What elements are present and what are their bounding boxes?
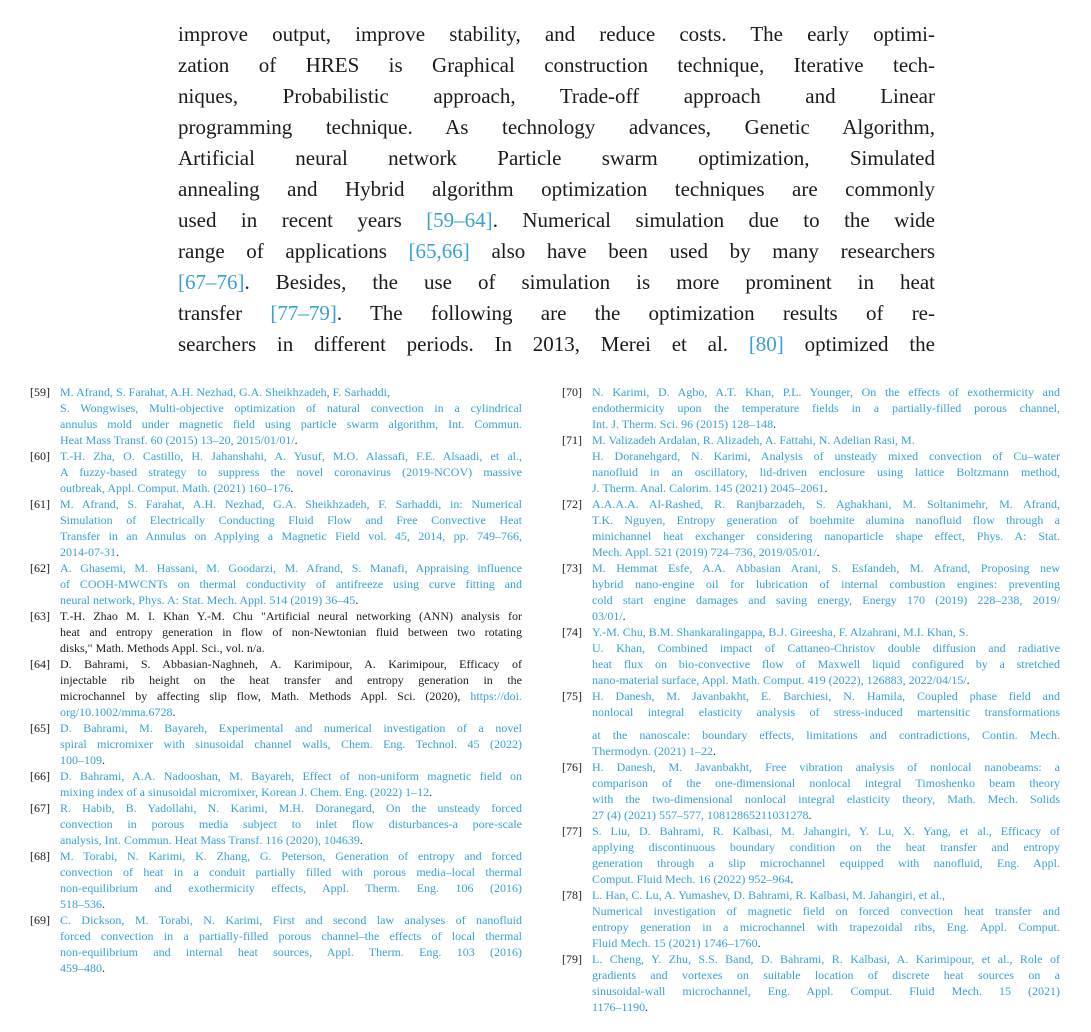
reference-link[interactable]: comparison of the one-dimensional nonlocal integral Timoshenko beam theory [592, 776, 1060, 790]
reference-line [592, 544, 1060, 560]
citation-link[interactable]: [65,66] [408, 239, 470, 263]
reference-link[interactable]: with the two-dimensional nonlocal integral elasticity theory, Math. Mech. Solids [592, 792, 1060, 806]
reference-line [592, 640, 1060, 656]
reference-line [60, 704, 522, 720]
body-paragraph [178, 19, 935, 360]
reference-link[interactable]: T.K. Nguyen, Entropy generation of boehmite alumina nanofluid flow through a [592, 513, 1060, 527]
reference-text [60, 800, 522, 848]
reference-link[interactable]: at the nanoscale: boundary effects, limitations and contradictions, Contin. Mech. [592, 728, 1060, 742]
text-run: optimized the [783, 332, 935, 356]
text-run: improve output, improve stability, and reduce costs. The early optimi- [178, 22, 935, 46]
reference-number: [72] [562, 497, 582, 511]
reference-number: [77] [562, 824, 582, 838]
reference-line [592, 384, 1060, 400]
reference-line [60, 384, 522, 400]
reference-line [592, 464, 1060, 480]
text-run: niques, Probabilistic approach, Trade-off approach and Linear [178, 84, 935, 108]
reference-link[interactable]: minichannel heat exchanger considering nanoparticle shape effect, Phys. A: Stat. [592, 529, 1060, 543]
reference-line [60, 448, 522, 464]
reference-link[interactable]: 27 (4) (2021) 557–577, 10812865211031278 [592, 808, 809, 822]
reference-line [60, 784, 522, 800]
reference-line [60, 944, 522, 960]
references-left-column [30, 384, 522, 976]
citation-link[interactable]: [67–76] [178, 270, 245, 294]
reference-link[interactable]: L. Han, C. Lu, A. Yumashev, D. Bahrami, R. Kalbasi, M. Jahangiri, et al., [592, 888, 946, 902]
reference-number: [78] [562, 888, 582, 902]
reference-link[interactable]: Int. J. Therm. Sci. 96 (2015) 128–148 [592, 417, 774, 431]
reference-link[interactable]: entropy generation in a microchannel with trapezoidal ribs, Eng. Appl. Comput. [592, 920, 1060, 934]
reference-link[interactable]: annulus mold under magnetic field using particle swarm algorithm, Int. Commun. [60, 417, 522, 431]
text-run: also have been used by many researchers [469, 239, 936, 263]
text-run: used in recent years [178, 208, 427, 232]
paragraph-line [178, 112, 935, 143]
paragraph-line [178, 50, 935, 81]
reference-link[interactable]: nanofluid in an oscillatory, lid-driven enclosure using lattice Boltzmann method, [592, 465, 1060, 479]
text-run: Artificial neural network Particle swarm optimization, Simulated [178, 146, 935, 170]
reference-line [60, 608, 522, 624]
reference-link[interactable]: Transfer in an Annulus on Applying a Magnetic Field vol. 45, 2014, pp. 749–766, [60, 529, 522, 543]
reference-link[interactable]: Mech. Appl. 521 (2019) 724–736, 2019/05/01/ [592, 545, 817, 559]
reference-number: [61] [30, 497, 50, 511]
text-run: range of applications [178, 239, 409, 263]
reference-line [60, 400, 522, 416]
reference-link[interactable]: 03/01/ [592, 609, 623, 623]
reference-text [592, 823, 1060, 887]
paragraph-line [178, 329, 935, 360]
reference-number: [69] [30, 913, 50, 927]
reference-item [562, 432, 1060, 496]
paragraph-line [178, 81, 935, 112]
reference-line [60, 576, 522, 592]
reference-link[interactable]: 100–109 [60, 753, 102, 767]
text-run: . [622, 609, 626, 623]
reference-line [592, 823, 1060, 839]
reference-line [592, 983, 1060, 999]
reference-number: [73] [562, 561, 582, 575]
reference-number: [60] [30, 449, 50, 463]
reference-text [592, 688, 1060, 759]
reference-text [60, 448, 522, 496]
reference-line [60, 736, 522, 752]
reference-link[interactable]: C. Dickson, M. Torabi, N. Karimi, First and second law analyses of nanofluid [60, 913, 522, 927]
reference-text [592, 951, 1060, 1015]
reference-link[interactable]: H. Danesh, M. Javanbakht, E. Barchiesi, N. Hamila, Coupled phase field and [592, 689, 1060, 703]
reference-line [592, 727, 1060, 743]
reference-link[interactable]: A fuzzy-based strategy to suppress the novel coronavirus (2019-NCOV) massive [60, 465, 522, 479]
reference-link[interactable]: D. Bahrami, M. Bayareh, Experimental and numerical investigation of a novel [60, 721, 522, 735]
reference-line [592, 592, 1060, 608]
reference-line [60, 928, 522, 944]
reference-line [60, 656, 522, 672]
reference-text [60, 608, 522, 656]
reference-link[interactable]: convection of heat in a conduit partially filled with porous media–local thermal [60, 865, 522, 879]
reference-text [592, 887, 1060, 951]
text-run: . [102, 753, 105, 767]
text-run: programming technique. As technology advances, Genetic Algorithm, [178, 115, 935, 139]
paragraph-line [178, 298, 935, 329]
reference-line [60, 816, 522, 832]
reference-line [592, 400, 1060, 416]
text-run: . Besides, the use of simulation is more prominent in heat [244, 270, 935, 294]
reference-link[interactable]: D. Bahrami, A.A. Nadooshan, M. Bayareh, Effect of non-uniform magnetic field on [60, 769, 522, 783]
reference-link[interactable]: gradients and vortexes on suitable location of discrete heat sources on a [592, 968, 1060, 982]
paragraph-line [178, 143, 935, 174]
reference-link[interactable]: Simulation of Electrically Conducting Fluid Flow and Free Convective Heat [60, 513, 522, 527]
text-run: injectable rib height on the heat transfer and entropy generation in the [60, 673, 522, 687]
reference-text [60, 768, 522, 800]
reference-link[interactable]: S. Wongwises, Multi-objective optimization of natural convection in a cylindrical [60, 401, 522, 415]
reference-link[interactable]: T.-H. Zha, O. Castillo, H. Jahanshahi, A. Yusuf, M.O. Alassafi, F.E. Alsaadi, et al., [60, 449, 522, 463]
reference-link[interactable]: H. Doranehgard, N. Karimi, Analysis of unsteady mixed convection of Cu–water [592, 449, 1060, 463]
text-run: . [172, 705, 176, 719]
reference-text [592, 432, 1060, 496]
reference-number: [59] [30, 385, 50, 399]
text-run: . [816, 545, 820, 559]
reference-text [60, 384, 522, 448]
text-run: . [429, 785, 433, 799]
reference-link[interactable]: mixing index of a sinusoidal micromixer, Korean J. Chem. Eng. (2022) 1–12 [60, 785, 430, 799]
reference-line [60, 864, 522, 880]
text-run: heat and entropy generation in flow of non-Newtonian fluid between two rotating [60, 625, 522, 639]
text-run: . Numerical simulation due to the wide [492, 208, 935, 232]
reference-link[interactable]: neural network, Phys. A: Stat. Mech. Appl. 514 (2019) 36–45 [60, 593, 356, 607]
reference-line [592, 672, 1060, 688]
reference-link[interactable]: H. Danesh, M. Javanbakht, Free vibration analysis of nonlocal nanobeams: a [592, 760, 1060, 774]
reference-number: [63] [30, 609, 50, 623]
reference-line [592, 967, 1060, 983]
reference-line [592, 704, 1060, 720]
reference-link[interactable]: endothermicity upon the temperature fields in a partially-filled porous channel, [592, 401, 1060, 415]
citation-link[interactable]: [77–79] [270, 301, 337, 325]
reference-number: [65] [30, 721, 50, 735]
reference-item [30, 608, 522, 656]
reference-link[interactable]: Comput. Fluid Mech. 16 (2022) 952–964 [592, 872, 791, 886]
text-run: . [359, 833, 363, 847]
reference-link[interactable]: M. Afrand, S. Farahat, A.H. Nezhad, G.A. Sheikhzadeh, F. Sarhaddi, in: Numerical [60, 497, 522, 511]
reference-line [60, 800, 522, 816]
reference-line [60, 688, 522, 704]
reference-line [60, 432, 522, 448]
reference-number: [71] [562, 433, 582, 447]
reference-number: [76] [562, 760, 582, 774]
reference-link[interactable]: of COOH-MWCNTs on thermal conductivity of antifreeze using curve fitting and [60, 577, 522, 591]
reference-text [60, 656, 522, 720]
reference-item [562, 887, 1060, 951]
reference-line [592, 951, 1060, 967]
reference-line [60, 624, 522, 640]
reference-item [30, 560, 522, 608]
reference-line [60, 960, 522, 976]
reference-link[interactable]: heat flux on bio-convective flow of Maxwell liquid configured by a stretched [592, 657, 1060, 671]
reference-item [562, 560, 1060, 624]
reference-link[interactable]: nonlocal integral elasticity analysis of stress-induced martensitic transformations [592, 705, 1060, 719]
reference-item [30, 768, 522, 800]
reference-line [592, 903, 1060, 919]
reference-line [592, 759, 1060, 775]
reference-link[interactable]: 2014-07-31 [60, 545, 116, 559]
reference-line [60, 912, 522, 928]
reference-link[interactable]: M. Valizadeh Ardalan, R. Alizadeh, A. Fattahi, N. Adelian Rasi, M. [592, 433, 915, 447]
reference-line [592, 791, 1060, 807]
text-run: . [757, 936, 761, 950]
reference-line [592, 935, 1060, 951]
reference-line [592, 887, 1060, 903]
reference-line [60, 560, 522, 576]
text-run: searchers in different periods. In 2013, Merei et al. [178, 332, 749, 356]
paragraph-line [178, 236, 935, 267]
reference-link[interactable]: https://doi. [470, 689, 522, 703]
text-run: . [645, 1000, 649, 1014]
reference-link[interactable]: outbreak, Appl. Comput. Math. (2021) 160–176 [60, 481, 291, 495]
reference-line [60, 416, 522, 432]
reference-text [60, 848, 522, 912]
reference-line [60, 528, 522, 544]
reference-line [592, 688, 1060, 704]
reference-line [60, 512, 522, 528]
reference-link[interactable]: A. Ghasemi, M. Hassani, M. Goodarzi, M. Afrand, S. Manafi, Appraising influence [60, 561, 522, 575]
reference-line [592, 775, 1060, 791]
text-run: . [824, 481, 828, 495]
reference-item [30, 448, 522, 496]
text-run: . The following are the optimization results of re- [336, 301, 935, 325]
reference-link[interactable]: Thermodyn. (2021) 1–22 [592, 744, 713, 758]
reference-link[interactable]: forced convection in a partially-filled porous channel–the effects of local thermal [60, 929, 522, 943]
reference-item [30, 496, 522, 560]
reference-item [30, 720, 522, 768]
text-run: disks," Math. Methods Appl. Sci., vol. n/a. [60, 641, 265, 655]
reference-link[interactable]: Numerical investigation of magnetic field on forced convection heat transfer and [592, 904, 1060, 918]
text-run: . [294, 433, 298, 447]
reference-link[interactable]: N. Karimi, D. Agbo, A.T. Khan, P.L. Younger, On the effects of exothermicity and [592, 385, 1060, 399]
reference-item [562, 823, 1060, 887]
reference-number: [67] [30, 801, 50, 815]
reference-line [592, 871, 1060, 887]
reference-line [592, 855, 1060, 871]
reference-line [592, 528, 1060, 544]
text-run: . [808, 808, 812, 822]
references-right-column [562, 384, 1060, 1015]
reference-link[interactable]: M. Hemmat Esfe, A.A. Abbasian Arani, S. Esfandeh, M. Afrand, Proposing new [592, 561, 1060, 575]
reference-line [60, 544, 522, 560]
reference-link[interactable]: nano-material surface, Appl. Math. Comput. 419 (2022), 126883, 2022/04/15/ [592, 673, 967, 687]
reference-item [30, 656, 522, 720]
reference-text [60, 912, 522, 976]
reference-line [60, 640, 522, 656]
reference-link[interactable]: 459–480 [60, 961, 102, 975]
reference-line [60, 464, 522, 480]
reference-line [60, 768, 522, 784]
reference-number: [75] [562, 689, 582, 703]
reference-line [592, 608, 1060, 624]
reference-item [562, 759, 1060, 823]
reference-number: [70] [562, 385, 582, 399]
text-run: . [290, 481, 294, 495]
reference-link[interactable]: 518–536 [60, 897, 102, 911]
reference-line [592, 496, 1060, 512]
text-run: . [773, 417, 777, 431]
text-run: transfer [178, 301, 271, 325]
reference-line [592, 839, 1060, 855]
reference-link[interactable]: M. Afrand, S. Farahat, A.H. Nezhad, G.A. Sheikhzadeh, F. Sarhaddi, [60, 385, 390, 399]
reference-link[interactable]: A.A.A.A. Al-Rashed, R. Ranjbarzadeh, S. Aghakhani, M. Soltanimehr, M. Afrand, [592, 497, 1060, 511]
reference-line [60, 848, 522, 864]
reference-text [60, 560, 522, 608]
text-run: . [102, 897, 105, 911]
reference-number: [74] [562, 625, 582, 639]
reference-link[interactable]: convection in porous media subject to inlet flow disturbances-a pore-scale [60, 817, 522, 831]
reference-item [562, 688, 1060, 759]
text-run: zation of HRES is Graphical construction technique, Iterative tech- [178, 53, 935, 77]
reference-line [592, 624, 1060, 640]
reference-line [60, 752, 522, 768]
reference-line [592, 807, 1060, 823]
reference-link[interactable]: cold start engine damages and saving energy, Energy 170 (2019) 228–238, 2019/ [592, 593, 1060, 607]
reference-link[interactable]: non-equilibrium and exothermicity effects, Appl. Therm. Eng. 106 (2016) [60, 881, 522, 895]
text-run: . [116, 545, 119, 559]
reference-text [592, 624, 1060, 688]
reference-text [60, 496, 522, 560]
reference-line [592, 448, 1060, 464]
text-run: . [712, 744, 716, 758]
reference-link[interactable]: spiral micromixer with sinusoidal channel walls, Chem. Eng. Technol. 45 (2022) [60, 737, 522, 751]
reference-line [60, 496, 522, 512]
reference-item [30, 848, 522, 912]
reference-line [592, 576, 1060, 592]
reference-line [592, 432, 1060, 448]
reference-line [60, 896, 522, 912]
reference-link[interactable]: J. Therm. Anal. Calorim. 145 (2021) 2045–2061 [592, 481, 825, 495]
reference-link[interactable]: org/10.1002/mma.6728 [60, 705, 173, 719]
reference-link[interactable]: R. Habib, B. Yadollahi, N. Karimi, M.H. Doranegard, On the unsteady forced [60, 801, 522, 815]
reference-line [592, 416, 1060, 432]
reference-number: [64] [30, 657, 50, 671]
reference-item [30, 800, 522, 848]
text-run: T.-H. Zhao M. I. Khan Y.-M. Chu "Artificial neural networking (ANN) analysis for [60, 609, 522, 623]
reference-item [30, 912, 522, 976]
text-run: . [355, 593, 359, 607]
reference-text [60, 720, 522, 768]
reference-text [592, 496, 1060, 560]
reference-link[interactable]: applying discontinuous boundary condition on the heat transfer and entropy [592, 840, 1060, 854]
citation-link[interactable]: [59–64] [426, 208, 493, 232]
reference-line [592, 512, 1060, 528]
reference-link[interactable]: U. Khan, Combined impact of Cattaneo-Christov double diffusion and radiative [592, 641, 1060, 655]
reference-link[interactable]: Heat Mass Transf. 60 (2015) 13–20, 2015/01/01/ [60, 433, 295, 447]
reference-line [592, 743, 1060, 759]
reference-item [562, 951, 1060, 1015]
reference-link[interactable]: non-equilibrium and internal heat sources, Appl. Therm. Eng. 103 (2016) [60, 945, 522, 959]
reference-item [562, 384, 1060, 432]
reference-link[interactable]: Y.-M. Chu, B.M. Shankaralingappa, B.J. Gireesha, F. Alzahrani, M.I. Khan, S. [592, 625, 969, 639]
reference-line [592, 480, 1060, 496]
reference-link[interactable]: Fluid Mech. 15 (2021) 1746–1760 [592, 936, 758, 950]
reference-text [592, 759, 1060, 823]
reference-line [592, 919, 1060, 935]
reference-link[interactable]: M. Torabi, N. Karimi, K. Zhang, G. Peterson, Generation of entropy and forced [60, 849, 522, 863]
reference-number: [68] [30, 849, 50, 863]
reference-link[interactable]: L. Cheng, Y. Zhu, S.S. Band, D. Bahrami, R. Kalbasi, A. Karimipour, et al., Role of [592, 952, 1060, 966]
paragraph-line [178, 267, 935, 298]
reference-link[interactable]: 1176–1190 [592, 1000, 646, 1014]
reference-number: [79] [562, 952, 582, 966]
reference-link[interactable]: sinusoidal-wall microchannel, Eng. Appl. Comput. Fluid Mech. 15 (2021) [592, 984, 1060, 998]
text-run: . [790, 872, 794, 886]
reference-item [562, 624, 1060, 688]
reference-line [592, 560, 1060, 576]
paragraph-line [178, 19, 935, 50]
reference-link[interactable]: generation through a slip microchannel equipped with nanofluid, Eng. Appl. [592, 856, 1060, 870]
reference-line [60, 720, 522, 736]
reference-line [60, 880, 522, 896]
text-run: . [102, 961, 105, 975]
reference-line [60, 592, 522, 608]
text-run: annealing and Hybrid algorithm optimization techniques are commonly [178, 177, 935, 201]
reference-line [60, 480, 522, 496]
reference-number: [66] [30, 769, 50, 783]
text-run: microchannel by affecting slip flow, Math. Methods Appl. Sci. (2020), [60, 689, 471, 703]
reference-line [60, 672, 522, 688]
paragraph-line [178, 205, 935, 236]
reference-line [592, 656, 1060, 672]
reference-link[interactable]: hybrid nano-engine oil for lubrication of internal combustion engines: preventing [592, 577, 1060, 591]
reference-text [592, 384, 1060, 432]
reference-item [562, 496, 1060, 560]
reference-link[interactable]: S. Liu, D. Bahrami, R. Kalbasi, M. Jahangiri, Y. Lu, X. Yang, et al., Efficacy of [592, 824, 1060, 838]
text-run: D. Bahrami, S. Abbasian-Naghneh, A. Karimipour, A. Karimipour, Efficacy of [60, 657, 522, 671]
reference-line [592, 999, 1060, 1015]
reference-link[interactable]: analysis, Int. Commun. Heat Mass Transf. 116 (2020), 104639 [60, 833, 360, 847]
reference-line [60, 832, 522, 848]
reference-item [30, 384, 522, 448]
text-run: . [966, 673, 970, 687]
reference-text [592, 560, 1060, 624]
reference-number: [62] [30, 561, 50, 575]
citation-link[interactable]: [80] [748, 332, 784, 356]
paragraph-line [178, 174, 935, 205]
